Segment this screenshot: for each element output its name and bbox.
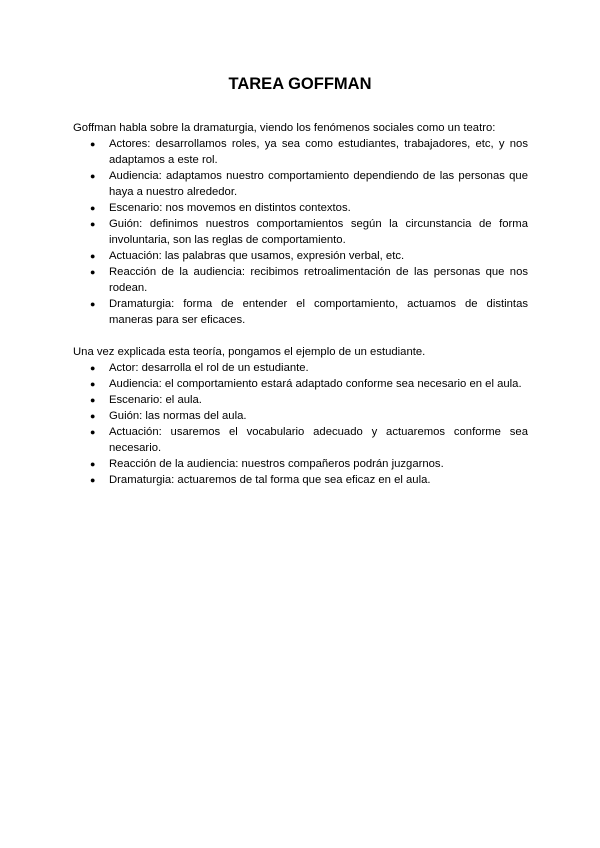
list-item-text: Guión: definimos nuestros comportamientos según la circunstancia de forma involuntaria, son las reglas de comportamiento. [109, 218, 528, 246]
list-item [73, 456, 528, 472]
list-item [73, 472, 528, 488]
list-item-text: Dramaturgia: actuaremos de tal forma que sea eficaz en el aula. [109, 474, 431, 486]
bullet-icon: ● [90, 267, 96, 277]
bullet-icon: ● [90, 427, 96, 437]
bullet-icon: ● [90, 299, 96, 309]
list-item [73, 376, 528, 392]
list-item-text: Reacción de la audiencia: nuestros compañeros podrán juzgarnos. [109, 458, 444, 470]
bullet-icon: ● [90, 171, 96, 181]
bullet-icon: ● [90, 203, 96, 213]
list-item-text: Dramaturgia: forma de entender el comportamiento, actuamos de distintas maneras para ser eficaces. [109, 298, 528, 326]
section-intro: Goffman habla sobre la dramaturgia, viendo los fenómenos sociales como un teatro: [73, 122, 496, 134]
bullet-icon: ● [90, 363, 96, 373]
list-item-text: Reacción de la audiencia: recibimos retroalimentación de las personas que nos rodean. [109, 266, 528, 294]
bullet-icon: ● [90, 475, 96, 485]
list-item-text: Escenario: el aula. [109, 394, 202, 406]
list-item-text: Guión: las normas del aula. [109, 410, 247, 422]
list-item-text: Escenario: nos movemos en distintos contextos. [109, 202, 351, 214]
list-item [73, 392, 528, 408]
list-item [73, 248, 528, 264]
list-item-text: Actuación: las palabras que usamos, expresión verbal, etc. [109, 250, 405, 262]
bullet-icon: ● [90, 411, 96, 421]
list-item-text: Audiencia: el comportamiento estará adaptado conforme sea necesario en el aula. [109, 378, 522, 390]
list-item [73, 360, 528, 376]
bullet-icon: ● [90, 395, 96, 405]
list-item [73, 168, 528, 200]
list-item [73, 424, 528, 456]
bullet-icon: ● [90, 251, 96, 261]
list-item-text: Actores: desarrollamos roles, ya sea como estudiantes, trabajadores, etc, y nos adaptamos a este rol. [109, 138, 528, 166]
list-item-text: Audiencia: adaptamos nuestro comportamiento dependiendo de las personas que haya a nuestro alrededor. [109, 170, 528, 198]
section-student-example [73, 344, 528, 488]
bullet-list [73, 136, 528, 328]
list-item [73, 408, 528, 424]
document-title: TAREA GOFFMAN [228, 75, 372, 93]
list-item [73, 200, 528, 216]
bullet-icon: ● [90, 219, 96, 229]
section-dramaturgy-concepts [73, 120, 528, 328]
bullet-list [73, 360, 528, 488]
list-item [73, 136, 528, 168]
bullet-icon: ● [90, 379, 96, 389]
list-item-text: Actor: desarrolla el rol de un estudiante. [109, 362, 309, 374]
list-item [73, 264, 528, 296]
list-item [73, 216, 528, 248]
bullet-icon: ● [90, 459, 96, 469]
bullet-icon: ● [90, 139, 96, 149]
section-intro: Una vez explicada esta teoría, pongamos el ejemplo de un estudiante. [73, 346, 426, 358]
list-item [73, 296, 528, 328]
list-item-text: Actuación: usaremos el vocabulario adecuado y actuaremos conforme sea necesario. [109, 426, 528, 454]
